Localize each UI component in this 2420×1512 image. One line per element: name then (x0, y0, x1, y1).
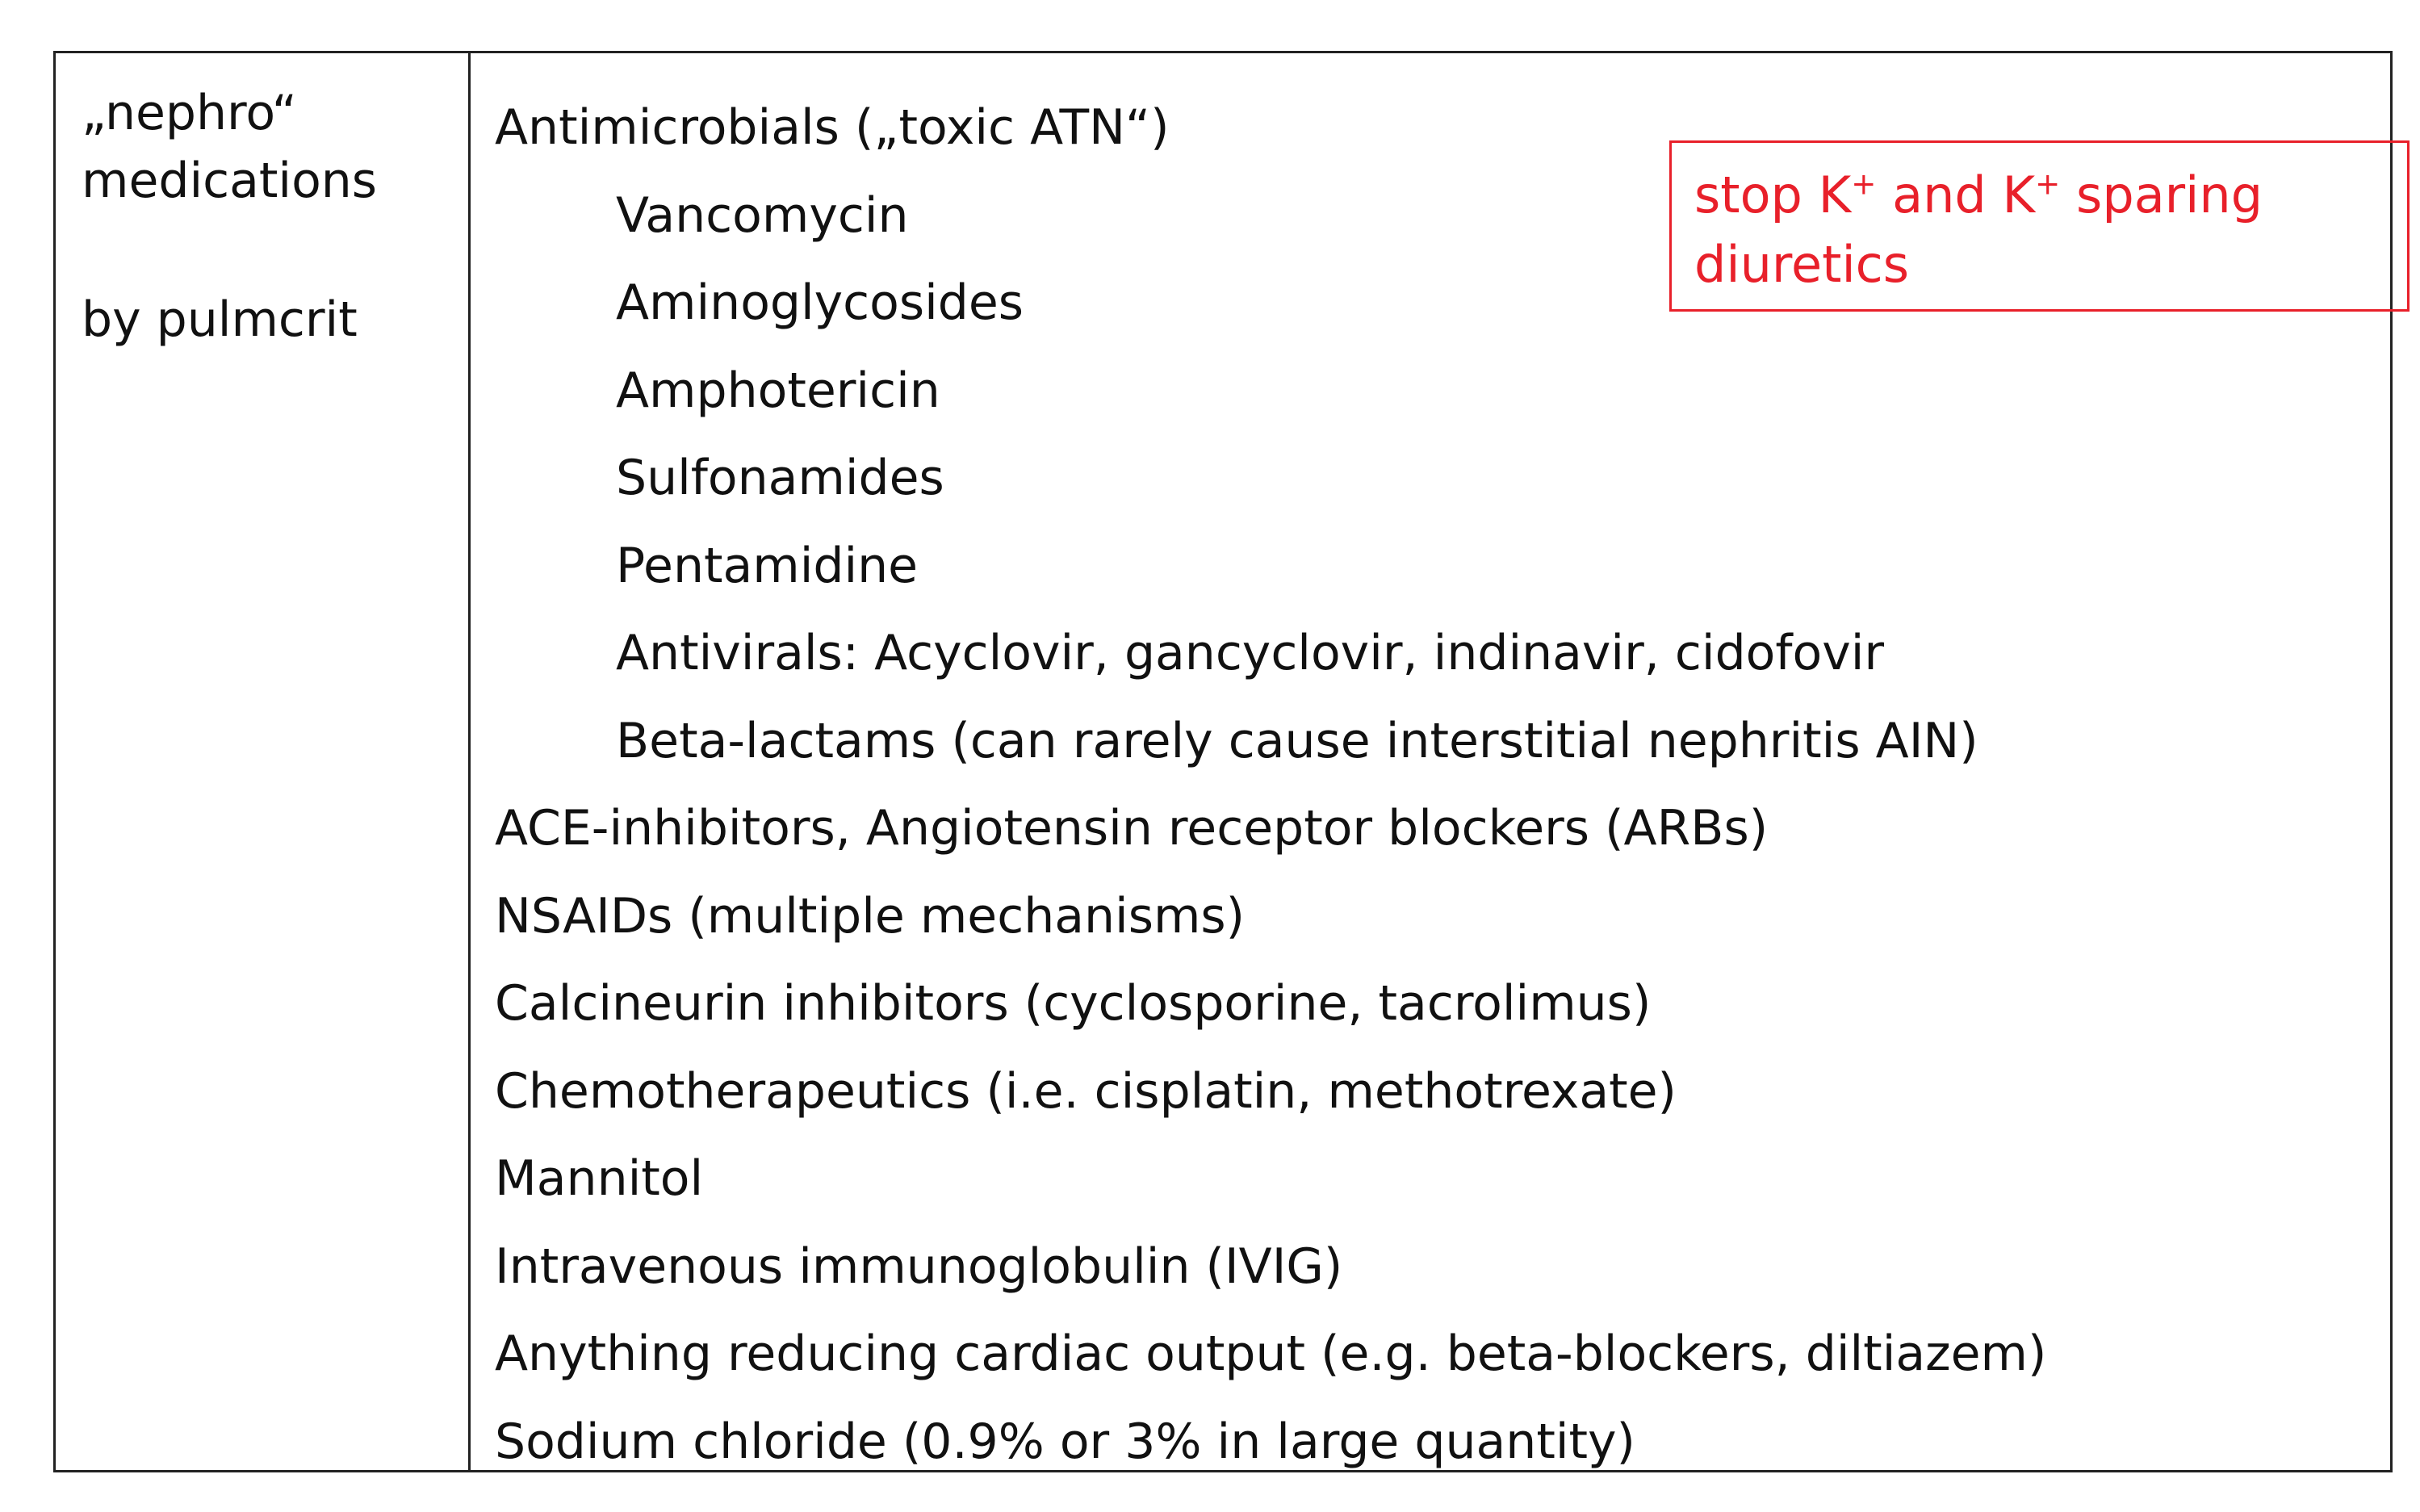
author-credit: by pulmcrit (82, 291, 358, 348)
medication-subitem: Aminoglycosides (616, 274, 1024, 331)
medication-subitem: Amphotericin (616, 362, 940, 419)
medication-item: Anything reducing cardiac output (e.g. beta-blockers, diltiazem) (495, 1326, 2047, 1382)
medication-subitem: Vancomycin (616, 186, 909, 244)
medication-item: Chemotherapeutics (i.e. cisplatin, methotrexate) (495, 1062, 1677, 1120)
medication-subitem: Pentamidine (616, 537, 919, 594)
medication-item: Sodium chloride (0.9% or 3% in large quantity) (495, 1413, 1635, 1470)
potassium-note-box (1669, 140, 2410, 312)
medications-table (53, 51, 2393, 1472)
medication-subitem: Sulfonamides (616, 450, 944, 506)
medication-item: Mannitol (495, 1150, 704, 1207)
medication-subitem: Beta-lactams (can rarely cause interstitial nephritis AIN) (616, 712, 1978, 769)
medication-item: ACE-inhibitors, Angiotensin receptor blockers (ARBs) (495, 800, 1769, 857)
medication-item: Antimicrobials („toxic ATN“) (495, 99, 1170, 156)
medication-item: Calcineurin inhibitors (cyclosporine, tacrolimus) (495, 975, 1652, 1032)
note-text-and-k: and K (1876, 165, 2036, 224)
table-left-cell (56, 53, 471, 1470)
note-line-1 (1694, 161, 2407, 230)
table-heading: „nephro“ medications (82, 85, 378, 209)
medication-subitem: Antivirals: Acyclovir, gancyclovir, indinavir, cidofovir (616, 625, 1885, 681)
note-text-sparing: sparing (2060, 165, 2263, 224)
medication-item: Intravenous immunoglobulin (IVIG) (495, 1238, 1343, 1295)
note-superscript-plus: + (2035, 165, 2061, 202)
note-text-stop-k: stop K (1694, 165, 1852, 224)
note-superscript-plus: + (1851, 165, 1877, 202)
note-line-2: diuretics (1694, 235, 1910, 294)
medication-item: NSAIDs (multiple mechanisms) (495, 887, 1246, 944)
